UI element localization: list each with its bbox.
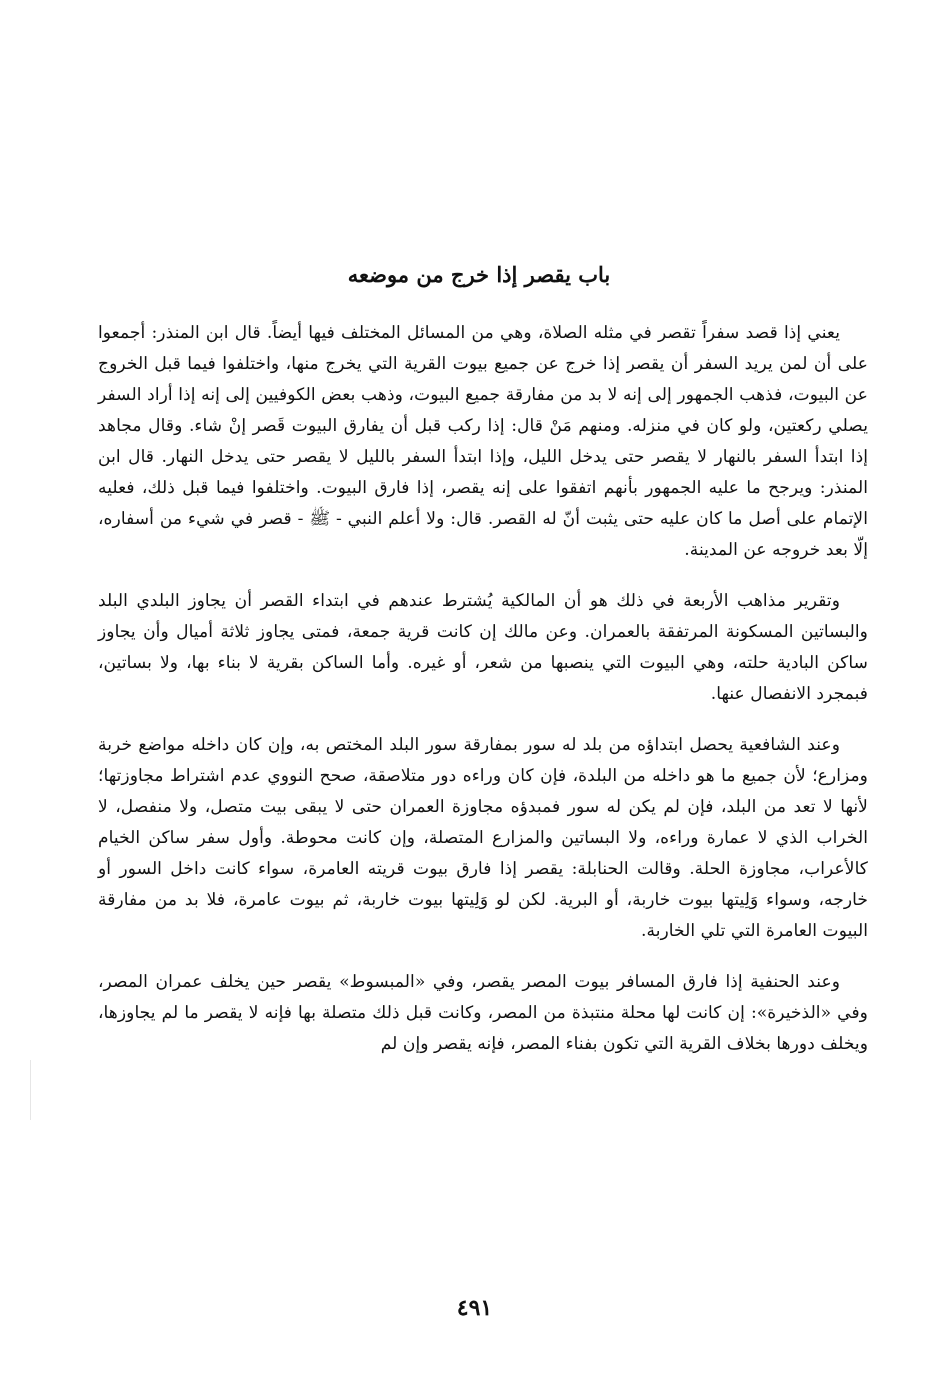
- paragraph: وعند الشافعية يحصل ابتداؤه من بلد له سور بمفارقة سور البلد المختص به، وإن كان داخله مواضع خربة ومزارع؛ لأن جميع ما هو داخله من البلدة، فإن كان وراءه دور متلاصقة، صحح النووي عدم اشتراط مجاوزتها؛ لأنها لا تعد من البلد، فإن لم يكن له سور فمبدؤه مجاوزة العمران حتى لا يبقى بيت متصل، ولا منفصل، لا الخراب الذي لا عمارة وراءه، ولا البساتين والمزارع المتصلة، وإن كانت محوطة. وأول سفر ساكن الخيام كالأعراب، مجاوزة الحلة. وقالت الحنابلة: يقصر إذا فارق بيوت قريته العامرة، سواء كانت داخل السور أو خارجه، وسواء وَلِيتها بيوت خاربة، أو البرية. لكن لو وَلِيتها بيوت خاربة، ثم بيوت عامرة، فلا بد من مفارقة البيوت العامرة التي تلي الخاربة.: [98, 735, 868, 941]
- chapter-heading: باب يقصر إذا خرج من موضعه: [347, 262, 611, 287]
- scan-margin-mark: [30, 1060, 31, 1120]
- paragraph: يعني إذا قصد سفراً تقصر في مثله الصلاة، وهي من المسائل المختلف فيها أيضاً. قال ابن المنذر: أجمعوا على أن لمن يريد السفر أن يقصر إذا خرج عن جميع بيوت القرية التي يخرج منها، واختلفوا فيما قبل الخروج عن البيوت، فذهب الجمهور إلى إنه لا بد من مفارقة جميع البيوت، وذهب بعض الكوفيين إلى إنه إذا أراد السفر يصلي ركعتين، ولو كان في منزله. ومنهم مَنْ قال: إذا ركب قبل أن يفارق البيوت قَصر إنْ شاء. وقال مجاهد إذا ابتدأ السفر بالنهار لا يقصر حتى يدخل الليل، وإذا ابتدأ السفر بالليل لا يقصر حتى يدخل النهار. قال ابن المنذر: ويرجح ما عليه الجمهور بأنهم اتفقوا على إنه يقصر، إذا فارق البيوت. واختلفوا فيما قبل ذلك، فعليه الإتمام على أصل ما كان عليه حتى يثبت أنّ له القصر. قال: ولا أعلم النبي - ﷺ - قصر في شيء من أسفاره، إلّا بعد خروجه عن المدينة.: [98, 323, 868, 560]
- paragraph: وتقرير مذاهب الأربعة في ذلك هو أن المالكية يُشترط عندهم في ابتداء القصر أن يجاوز البلدي البلد والبساتين المسكونة المرتفقة بالعمران. وعن مالك إن كانت قرية جمعة، فمتى يجاوز ثلاثة أميال وأن يجاوز ساكن البادية حلته، وهي البيوت التي ينصبها من شعر، أو غيره. وأما الساكن بقرية لا بناء بها، ولا بساتين، فبمجرد الانفصال عنها.: [98, 591, 868, 704]
- paragraph: وعند الحنفية إذا فارق المسافر بيوت المصر يقصر، وفي «المبسوط» يقصر حين يخلف عمران المصر، وفي «الذخيرة»: إن كانت لها محلة منتبذة من المصر، وكانت قبل ذلك متصلة بها فإنه لا يقصر ما لم يجاوزها، ويخلف دورها بخلاف القرية التي تكون بفناء المصر، فإنه يقصر وإن لم: [98, 972, 868, 1054]
- body-text: [98, 318, 868, 1080]
- page-number: ٤٩١: [456, 1295, 493, 1321]
